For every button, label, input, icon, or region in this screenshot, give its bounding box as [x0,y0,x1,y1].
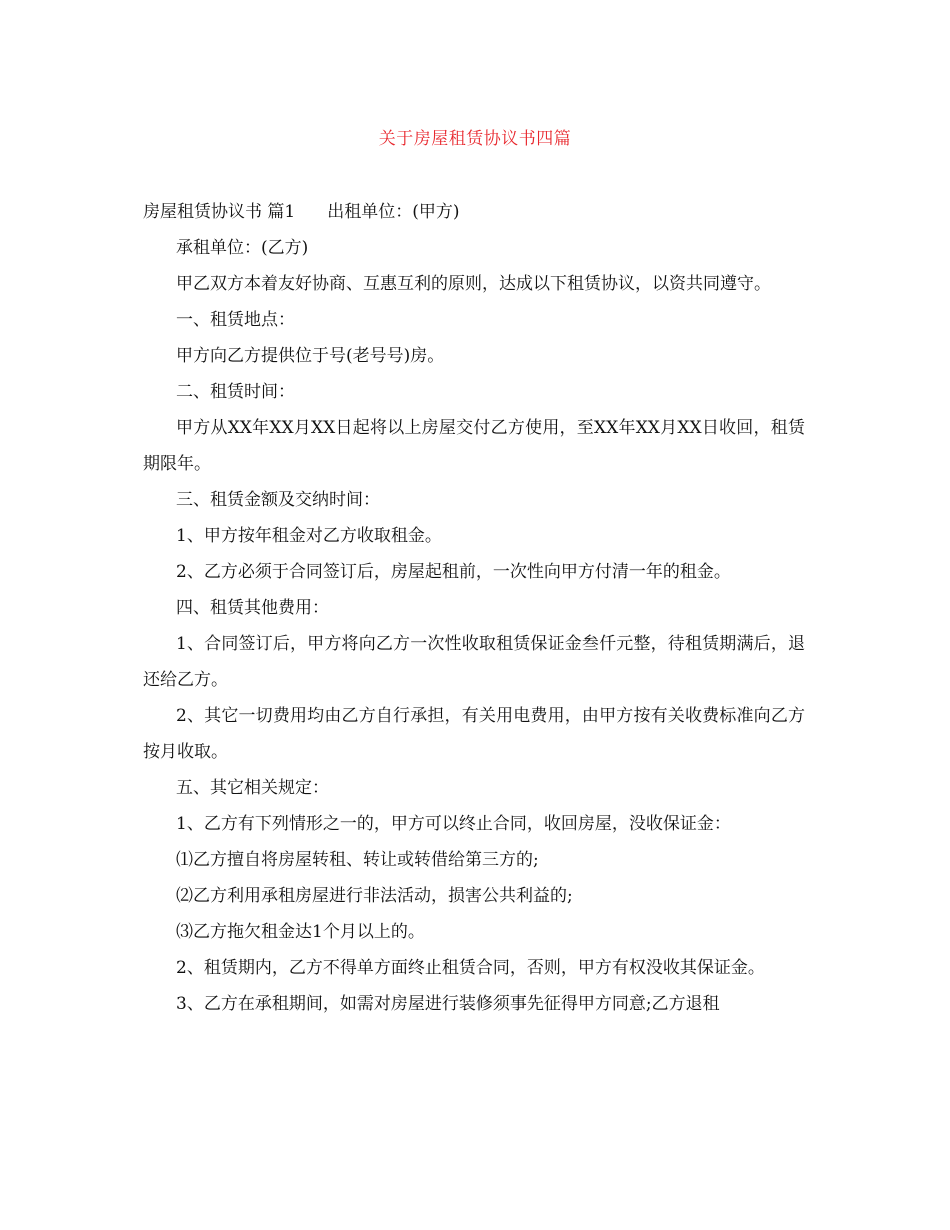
paragraph: 2、其它一切费用均由乙方自行承担，有关用电费用，由甲方按有关收费标准向乙方按月收取。 [143,706,805,762]
paragraph: 1、合同签订后，甲方将向乙方一次性收取租赁保证金叁仟元整，待租赁期满后，退还给乙方。 [143,634,805,690]
paragraph: ⑶乙方拖欠租金达1个月以上的。 [176,922,425,942]
section-heading-line [143,194,805,230]
paragraph: 3、乙方在承租期间，如需对房屋进行装修须事先征得甲方同意;乙方退租 [176,994,720,1014]
paragraph: 1、乙方有下列情形之一的，甲方可以终止合同，收回房屋，没收保证金： [176,814,731,834]
paragraph: ⑵乙方利用承租房屋进行非法活动，损害公共利益的; [176,886,573,906]
paragraph: 四、租赁其他费用： [176,598,329,618]
paragraph: 甲方从XX年XX月XX日起将以上房屋交付乙方使用，至XX年XX月XX日收回，租赁期限年。 [143,418,805,474]
paragraph: 甲乙双方本着友好协商、互惠互利的原则，达成以下租赁协议，以资共同遵守。 [176,274,771,294]
paragraph: 甲方向乙方提供位于号(老号号)房。 [176,346,445,366]
paragraph: 五、其它相关规定： [176,778,329,798]
document-title: 关于房屋租赁协议书四篇 [378,129,572,149]
paragraph: 一、租赁地点： [176,310,295,330]
agreement-heading: 房屋租赁协议书 篇1 [143,202,296,222]
paragraph: 承租单位：(乙方) [176,238,309,258]
document-body [143,194,805,1022]
paragraph: 2、乙方必须于合同签订后，房屋起租前，一次性向甲方付清一年的租金。 [176,562,731,582]
paragraph: ⑴乙方擅自将房屋转租、转让或转借给第三方的; [176,850,539,870]
paragraph: 三、租赁金额及交纳时间： [176,490,380,510]
paragraph: 2、租赁期内，乙方不得单方面终止租赁合同，否则，甲方有权没收其保证金。 [176,958,765,978]
paragraph: 1、甲方按年租金对乙方收取租金。 [176,526,442,546]
lessor-label: 出租单位：(甲方) [327,202,460,222]
paragraph: 二、租赁时间： [176,382,295,402]
